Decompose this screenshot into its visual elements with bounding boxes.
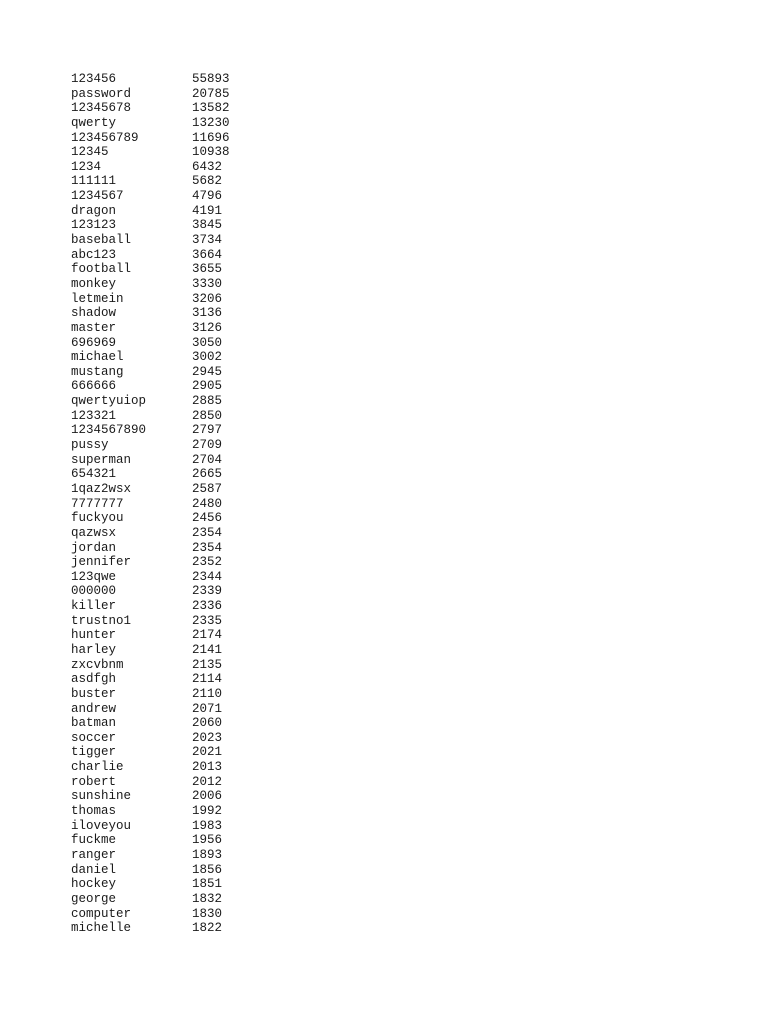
password-text: monkey [71, 276, 117, 291]
password-text: qazwsx [71, 525, 117, 540]
list-item [71, 541, 230, 556]
list-item [71, 131, 230, 146]
count-text: 1992 [192, 804, 223, 819]
count-text: 3136 [192, 306, 223, 321]
list-item [71, 789, 230, 804]
count-text: 2114 [192, 672, 223, 687]
list-item [71, 892, 230, 907]
list-item [71, 423, 230, 438]
count-text: 2850 [192, 408, 223, 423]
count-text: 2354 [192, 540, 223, 555]
password-text: 000000 [71, 584, 117, 599]
list-item [71, 804, 230, 819]
password-text: 666666 [71, 379, 117, 394]
list-item [71, 248, 230, 263]
count-text: 2797 [192, 423, 223, 438]
list-item [71, 438, 230, 453]
password-text: killer [71, 599, 117, 614]
password-text: 1234 [71, 159, 102, 174]
count-text: 3126 [192, 320, 223, 335]
list-item [71, 745, 230, 760]
count-text: 2587 [192, 481, 223, 496]
password-text: football [71, 262, 132, 277]
list-item [71, 145, 230, 160]
password-text: 1234567 [71, 189, 124, 204]
password-text: shadow [71, 306, 117, 321]
password-text: 12345 [71, 145, 109, 160]
count-text: 2006 [192, 789, 223, 804]
password-text: qwertyuiop [71, 394, 147, 409]
password-text: 12345678 [71, 101, 132, 116]
list-item [71, 599, 230, 614]
list-item [71, 526, 230, 541]
list-item [71, 409, 230, 424]
password-text: robert [71, 774, 117, 789]
password-text: ranger [71, 847, 117, 862]
list-item [71, 336, 230, 351]
list-item [71, 570, 230, 585]
password-text: password [71, 86, 132, 101]
list-item [71, 482, 230, 497]
list-item [71, 497, 230, 512]
password-text: daniel [71, 862, 117, 877]
password-text: 111111 [71, 174, 117, 189]
password-text: michelle [71, 921, 132, 936]
list-item [71, 292, 230, 307]
password-text: michael [71, 350, 124, 365]
password-text: trustno1 [71, 613, 132, 628]
list-item [71, 394, 230, 409]
count-text: 2012 [192, 774, 223, 789]
password-text: baseball [71, 233, 132, 248]
password-text: jennifer [71, 555, 132, 570]
list-item [71, 101, 230, 116]
count-text: 4796 [192, 189, 223, 204]
list-item [71, 614, 230, 629]
password-text: iloveyou [71, 818, 132, 833]
password-text: andrew [71, 701, 117, 716]
password-text: charlie [71, 760, 124, 775]
list-item [71, 877, 230, 892]
list-item [71, 584, 230, 599]
count-text: 5682 [192, 174, 223, 189]
list-item [71, 643, 230, 658]
password-text: jordan [71, 540, 117, 555]
count-text: 2344 [192, 569, 223, 584]
count-text: 1832 [192, 891, 223, 906]
count-text: 1983 [192, 818, 223, 833]
password-text: fuckme [71, 833, 117, 848]
password-text: fuckyou [71, 511, 124, 526]
count-text: 11696 [192, 130, 230, 145]
count-text: 3206 [192, 291, 223, 306]
password-text: sunshine [71, 789, 132, 804]
password-text: 123456789 [71, 130, 139, 145]
count-text: 10938 [192, 145, 230, 160]
list-item [71, 907, 230, 922]
list-item [71, 453, 230, 468]
list-item [71, 72, 230, 87]
password-text: computer [71, 906, 132, 921]
list-item [71, 174, 230, 189]
password-text: qwerty [71, 115, 117, 130]
count-text: 2110 [192, 686, 223, 701]
count-text: 3655 [192, 262, 223, 277]
list-item [71, 555, 230, 570]
count-text: 2354 [192, 525, 223, 540]
count-text: 13582 [192, 101, 230, 116]
count-text: 1956 [192, 833, 223, 848]
password-text: 123qwe [71, 569, 117, 584]
count-text: 2709 [192, 438, 223, 453]
count-text: 3330 [192, 276, 223, 291]
password-text: soccer [71, 730, 117, 745]
list-item [71, 218, 230, 233]
list-item [71, 160, 230, 175]
password-text: 696969 [71, 335, 117, 350]
list-item [71, 379, 230, 394]
list-item [71, 702, 230, 717]
password-text: 123321 [71, 408, 117, 423]
password-text: thomas [71, 804, 117, 819]
password-text: superman [71, 452, 132, 467]
count-text: 2071 [192, 701, 223, 716]
password-text: 1234567890 [71, 423, 147, 438]
count-text: 2339 [192, 584, 223, 599]
count-text: 1822 [192, 921, 223, 936]
count-text: 1893 [192, 847, 223, 862]
list-item [71, 262, 230, 277]
count-text: 2060 [192, 716, 223, 731]
count-text: 2885 [192, 394, 223, 409]
password-text: pussy [71, 438, 109, 453]
count-text: 2480 [192, 496, 223, 511]
password-text: abc123 [71, 247, 117, 262]
count-text: 2704 [192, 452, 223, 467]
password-text: 123123 [71, 218, 117, 233]
password-text: harley [71, 642, 117, 657]
list-item [71, 833, 230, 848]
password-text: asdfgh [71, 672, 117, 687]
list-item [71, 277, 230, 292]
count-text: 6432 [192, 159, 223, 174]
count-text: 3002 [192, 350, 223, 365]
count-text: 1851 [192, 877, 223, 892]
list-item [71, 760, 230, 775]
password-text: tigger [71, 745, 117, 760]
count-text: 2335 [192, 613, 223, 628]
password-text: george [71, 891, 117, 906]
count-text: 3050 [192, 335, 223, 350]
password-text: 7777777 [71, 496, 124, 511]
count-text: 2135 [192, 657, 223, 672]
list-item [71, 819, 230, 834]
password-text: dragon [71, 203, 117, 218]
count-text: 2905 [192, 379, 223, 394]
password-text: 654321 [71, 467, 117, 482]
password-frequency-list [71, 72, 230, 936]
list-item [71, 116, 230, 131]
count-text: 13230 [192, 115, 230, 130]
list-item [71, 921, 230, 936]
list-item [71, 87, 230, 102]
list-item [71, 863, 230, 878]
count-text: 2174 [192, 628, 223, 643]
count-text: 3664 [192, 247, 223, 262]
password-text: 123456 [71, 72, 117, 86]
list-item [71, 672, 230, 687]
count-text: 1830 [192, 906, 223, 921]
list-item [71, 775, 230, 790]
count-text: 3845 [192, 218, 223, 233]
password-text: hockey [71, 877, 117, 892]
list-item [71, 321, 230, 336]
list-item [71, 189, 230, 204]
list-item [71, 658, 230, 673]
list-item [71, 365, 230, 380]
password-text: master [71, 320, 117, 335]
list-item [71, 687, 230, 702]
count-text: 3734 [192, 233, 223, 248]
list-item [71, 233, 230, 248]
list-item [71, 204, 230, 219]
list-item [71, 306, 230, 321]
count-text: 2945 [192, 364, 223, 379]
password-text: buster [71, 686, 117, 701]
count-text: 2023 [192, 730, 223, 745]
password-text: batman [71, 716, 117, 731]
count-text: 2665 [192, 467, 223, 482]
list-item [71, 716, 230, 731]
count-text: 55893 [192, 72, 230, 86]
list-item [71, 511, 230, 526]
list-item [71, 467, 230, 482]
count-text: 2013 [192, 760, 223, 775]
list-item [71, 350, 230, 365]
count-text: 2456 [192, 511, 223, 526]
count-text: 2141 [192, 642, 223, 657]
password-text: hunter [71, 628, 117, 643]
password-text: mustang [71, 364, 124, 379]
count-text: 1856 [192, 862, 223, 877]
password-text: zxcvbnm [71, 657, 124, 672]
password-text: 1qaz2wsx [71, 481, 132, 496]
list-item [71, 628, 230, 643]
count-text: 2336 [192, 599, 223, 614]
list-item [71, 848, 230, 863]
password-text: letmein [71, 291, 124, 306]
list-item [71, 731, 230, 746]
count-text: 2352 [192, 555, 223, 570]
count-text: 20785 [192, 86, 230, 101]
count-text: 4191 [192, 203, 223, 218]
count-text: 2021 [192, 745, 223, 760]
